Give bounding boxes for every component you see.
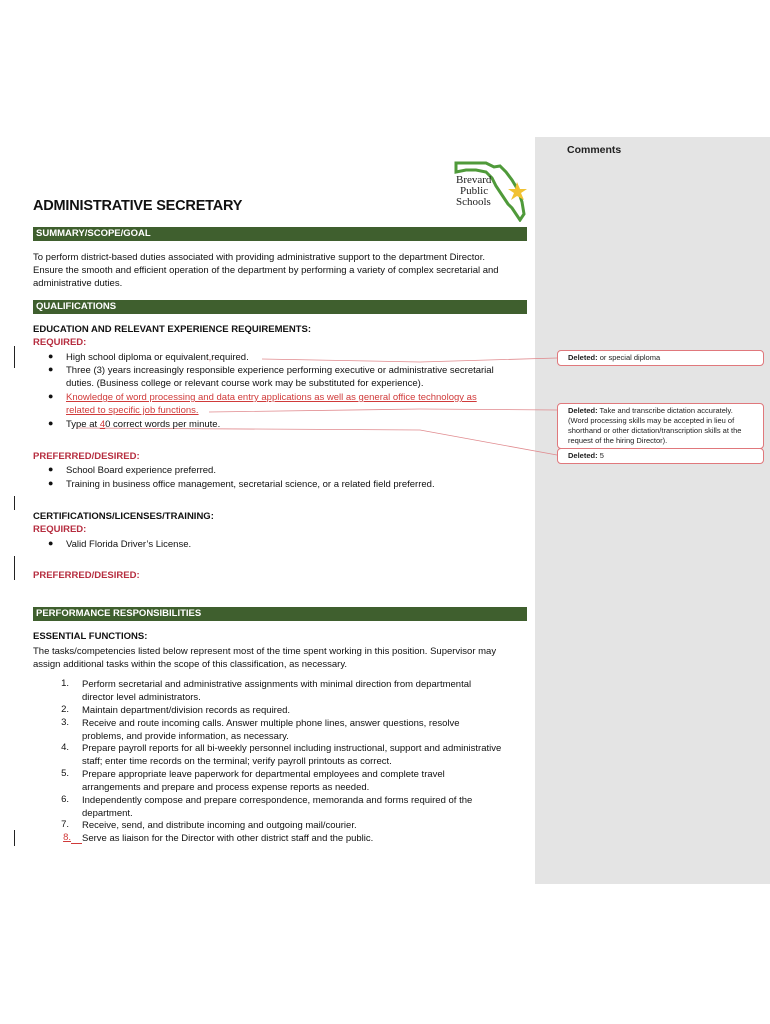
section-bar-performance: PERFORMANCE RESPONSIBILITIES: [33, 607, 527, 621]
function-item-7-line-1: Receive, send, and distribute incoming and outgoing mail/courier.: [82, 820, 357, 831]
bullet-icon: ●: [48, 418, 54, 428]
function-number: 4.: [61, 742, 69, 753]
summary-text-line-2: Ensure the smooth and efficient operation of the department by performing a variety of complex secretarial and: [33, 265, 499, 276]
function-item-4-line-1: Prepare payroll reports for all bi-weekly personnel including instructional, support and administrative: [82, 743, 502, 754]
function-number: 5.: [61, 768, 69, 779]
preferred-item-1: School Board experience preferred.: [66, 465, 216, 476]
function-item-3-line-2: problems, and provide information, as necessary.: [82, 731, 289, 742]
section-bar-qualifications: QUALIFICATIONS: [33, 300, 527, 314]
bullet-icon: ●: [48, 391, 54, 401]
page-title: ADMINISTRATIVE SECRETARY: [33, 198, 243, 214]
education-heading: EDUCATION AND RELEVANT EXPERIENCE REQUIREMENTS:: [33, 324, 311, 335]
function-number: 6.: [61, 794, 69, 805]
bullet-icon: ●: [48, 478, 54, 488]
comment-2-text-line-4: request of the hiring Director).: [568, 436, 668, 445]
change-bar: [14, 830, 15, 846]
essential-functions-heading: ESSENTIAL FUNCTIONS:: [33, 631, 148, 642]
function-item-8-line-1: Serve as liaison for the Director with other district staff and the public.: [82, 833, 374, 844]
required-item-4: [66, 418, 506, 431]
required-item-4-text-a: Type at: [66, 419, 100, 430]
bullet-icon: ●: [48, 364, 54, 374]
required-item-3-line-1: Knowledge of word processing and data entry applications as well as general office technology as: [66, 392, 477, 403]
function-number: 7.: [61, 819, 69, 830]
function-item-1-line-2: director level administrators.: [82, 692, 201, 703]
comment-deleted-label: Deleted:: [568, 406, 598, 415]
function-number: 2.: [61, 704, 69, 715]
essential-intro-line-1: The tasks/competencies listed below represent most of the time spent working in this position. Supervisor may: [33, 646, 497, 657]
preferred-item-2: Training in business office management, secretarial science, or a related field preferred.: [66, 479, 435, 490]
required-item-2-line-2: duties. (Business college or relevant course work may be substituted for experience).: [66, 378, 424, 389]
required-item-4-inserted: 4: [99, 419, 106, 430]
function-number: 1.: [61, 678, 69, 689]
change-bar: [14, 496, 15, 510]
bullet-icon: ●: [48, 538, 54, 548]
bullet-icon: ●: [48, 351, 54, 361]
summary-text-line-1: To perform district-based duties associated with providing administrative support to the department Director.: [33, 252, 485, 263]
change-bar: [14, 346, 15, 368]
markup-pane-title: Comments: [567, 144, 622, 156]
required-item-3-line-2: related to specific job functions.: [66, 405, 199, 416]
summary-text-line-3: administrative duties.: [33, 278, 123, 289]
function-item-6-line-2: department.: [82, 808, 133, 819]
comment-balloon-3[interactable]: [557, 448, 764, 464]
logo-text-public: Public: [460, 185, 489, 197]
function-item-1-line-1: Perform secretarial and administrative assignments with minimal direction from departmental: [82, 679, 472, 690]
logo-text-schools: Schools: [456, 196, 491, 208]
preferred-label: PREFERRED/DESIRED:: [33, 451, 140, 462]
bullet-icon: ●: [48, 464, 54, 474]
comment-balloon-2[interactable]: [557, 403, 764, 449]
comment-2-text-line-2: (Word processing skills may be accepted in lieu of: [568, 416, 735, 425]
function-number-inserted: 8.: [63, 832, 71, 843]
required-item-2-line-1: Three (3) years increasingly responsible experience performing executive or administrative secretarial: [66, 365, 494, 376]
comment-2-text-line-3: shorthand or other dictation/transcription skills at the: [568, 426, 742, 435]
required-label: REQUIRED:: [33, 337, 87, 348]
certifications-heading: CERTIFICATIONS/LICENSES/TRAINING:: [33, 511, 214, 522]
function-item-5-line-1: Prepare appropriate leave paperwork for departmental employees and complete travel: [82, 769, 445, 780]
section-bar-summary: SUMMARY/SCOPE/GOAL: [33, 227, 527, 241]
function-item-5-line-2: arrangements and prepare and process expense reports as needed.: [82, 782, 370, 793]
function-item-3-line-1: Receive and route incoming calls. Answer multiple phone lines, answer questions, resolve: [82, 718, 460, 729]
essential-intro-line-2: assign additional tasks within the scope of this classification, as necessary.: [33, 659, 348, 670]
comment-deleted-label: Deleted:: [568, 451, 598, 460]
change-bar: [14, 556, 15, 580]
function-number: 3.: [61, 717, 69, 728]
required-item-1: High school diploma or equivalent,required.: [66, 352, 249, 363]
comment-1-text: or special diploma: [599, 353, 661, 362]
function-item-2-line-1: Maintain department/division records as required.: [82, 705, 291, 716]
inserted-tab-underline: [71, 843, 82, 844]
comment-balloon-1[interactable]: [557, 350, 764, 366]
comment-deleted-label: Deleted:: [568, 353, 598, 362]
cert-required-label: REQUIRED:: [33, 524, 87, 535]
required-item-4-text-b: 0 correct words per minute.: [105, 419, 221, 430]
comment-2-text-line-1: Take and transcribe dictation accurately.: [599, 406, 733, 415]
comment-3-text: 5: [599, 451, 604, 460]
connector-line-3: [76, 428, 557, 455]
required-item-1-text-b: required.: [211, 352, 249, 363]
logo-text-brevard: Brevard: [456, 174, 492, 186]
function-item-4-line-2: staff; enter time records on the terminal; verify payroll printouts as correct.: [82, 756, 392, 767]
function-item-6-line-1: Independently compose and prepare correspondence, memoranda and forms required of the: [82, 795, 473, 806]
required-item-1-text-a: High school diploma or equivalent: [66, 352, 209, 363]
cert-required-item-1: Valid Florida Driver’s License.: [66, 539, 192, 550]
cert-preferred-label: PREFERRED/DESIRED:: [33, 570, 140, 581]
